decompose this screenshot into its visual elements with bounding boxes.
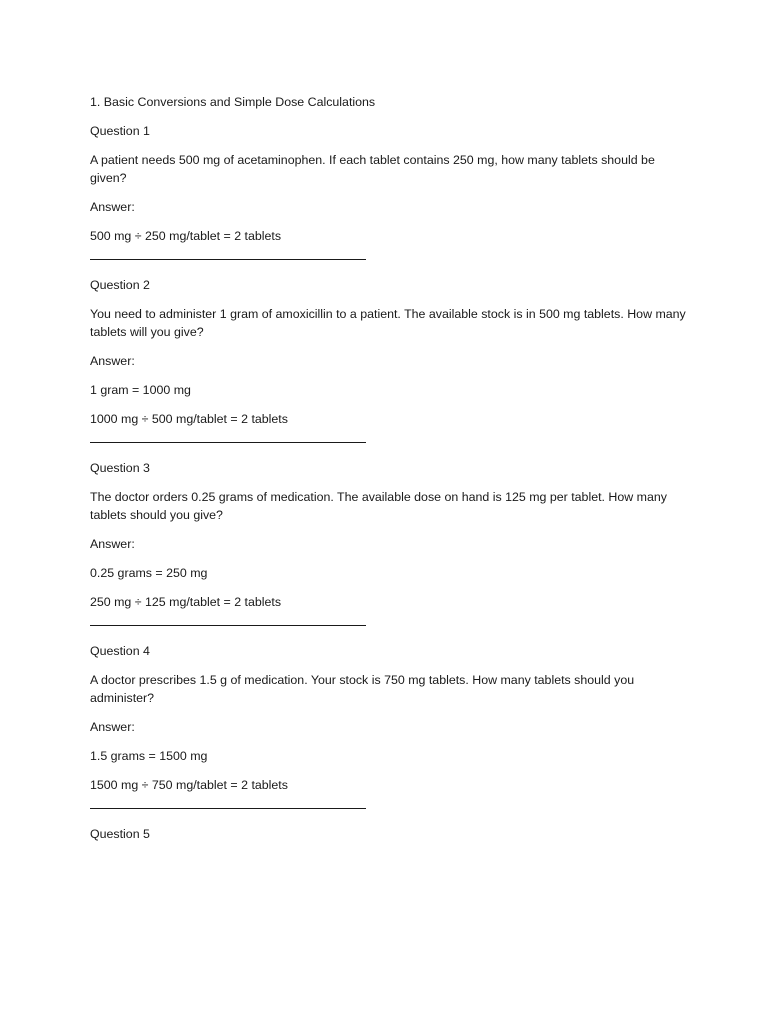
answer-line: 0.25 grams = 250 mg bbox=[90, 566, 208, 580]
question-title: Question 5 bbox=[90, 827, 150, 841]
answer-label: Answer: bbox=[90, 720, 135, 734]
question-prompt: A patient needs 500 mg of acetaminophen. If each tablet contains 250 mg, how many tablets should be given? bbox=[90, 153, 659, 185]
answer-line: 1000 mg ÷ 500 mg/tablet = 2 tablets bbox=[90, 412, 288, 426]
answer-line: 500 mg ÷ 250 mg/tablet = 2 tablets bbox=[90, 229, 282, 243]
question-block-3 bbox=[90, 459, 690, 611]
separator-rule bbox=[90, 442, 366, 443]
separator-rule bbox=[90, 259, 366, 260]
question-block-1 bbox=[90, 122, 690, 245]
document-content bbox=[90, 93, 690, 854]
separator-rule bbox=[90, 808, 366, 809]
question-block-4 bbox=[90, 642, 690, 794]
question-title: Question 4 bbox=[90, 644, 150, 658]
question-block-5 bbox=[90, 825, 690, 843]
question-prompt: You need to administer 1 gram of amoxicillin to a patient. The available stock is in 500 mg tablets. How many tablets will you give? bbox=[90, 307, 690, 339]
answer-line: 1.5 grams = 1500 mg bbox=[90, 749, 208, 763]
question-prompt: A doctor prescribes 1.5 g of medication. Your stock is 750 mg tablets. How many tablets should you administer? bbox=[90, 673, 638, 705]
answer-line: 250 mg ÷ 125 mg/tablet = 2 tablets bbox=[90, 595, 282, 609]
question-title: Question 1 bbox=[90, 124, 150, 138]
question-title: Question 3 bbox=[90, 461, 150, 475]
question-prompt: The doctor orders 0.25 grams of medication. The available dose on hand is 125 mg per tablet. How many tablets should you give? bbox=[90, 490, 671, 522]
answer-label: Answer: bbox=[90, 200, 135, 214]
answer-line: 1500 mg ÷ 750 mg/tablet = 2 tablets bbox=[90, 778, 288, 792]
answer-label: Answer: bbox=[90, 537, 135, 551]
question-title: Question 2 bbox=[90, 278, 150, 292]
question-block-2 bbox=[90, 276, 690, 428]
separator-rule bbox=[90, 625, 366, 626]
answer-line: 1 gram = 1000 mg bbox=[90, 383, 191, 397]
answer-label: Answer: bbox=[90, 354, 135, 368]
section-heading: 1. Basic Conversions and Simple Dose Calculations bbox=[90, 95, 376, 109]
